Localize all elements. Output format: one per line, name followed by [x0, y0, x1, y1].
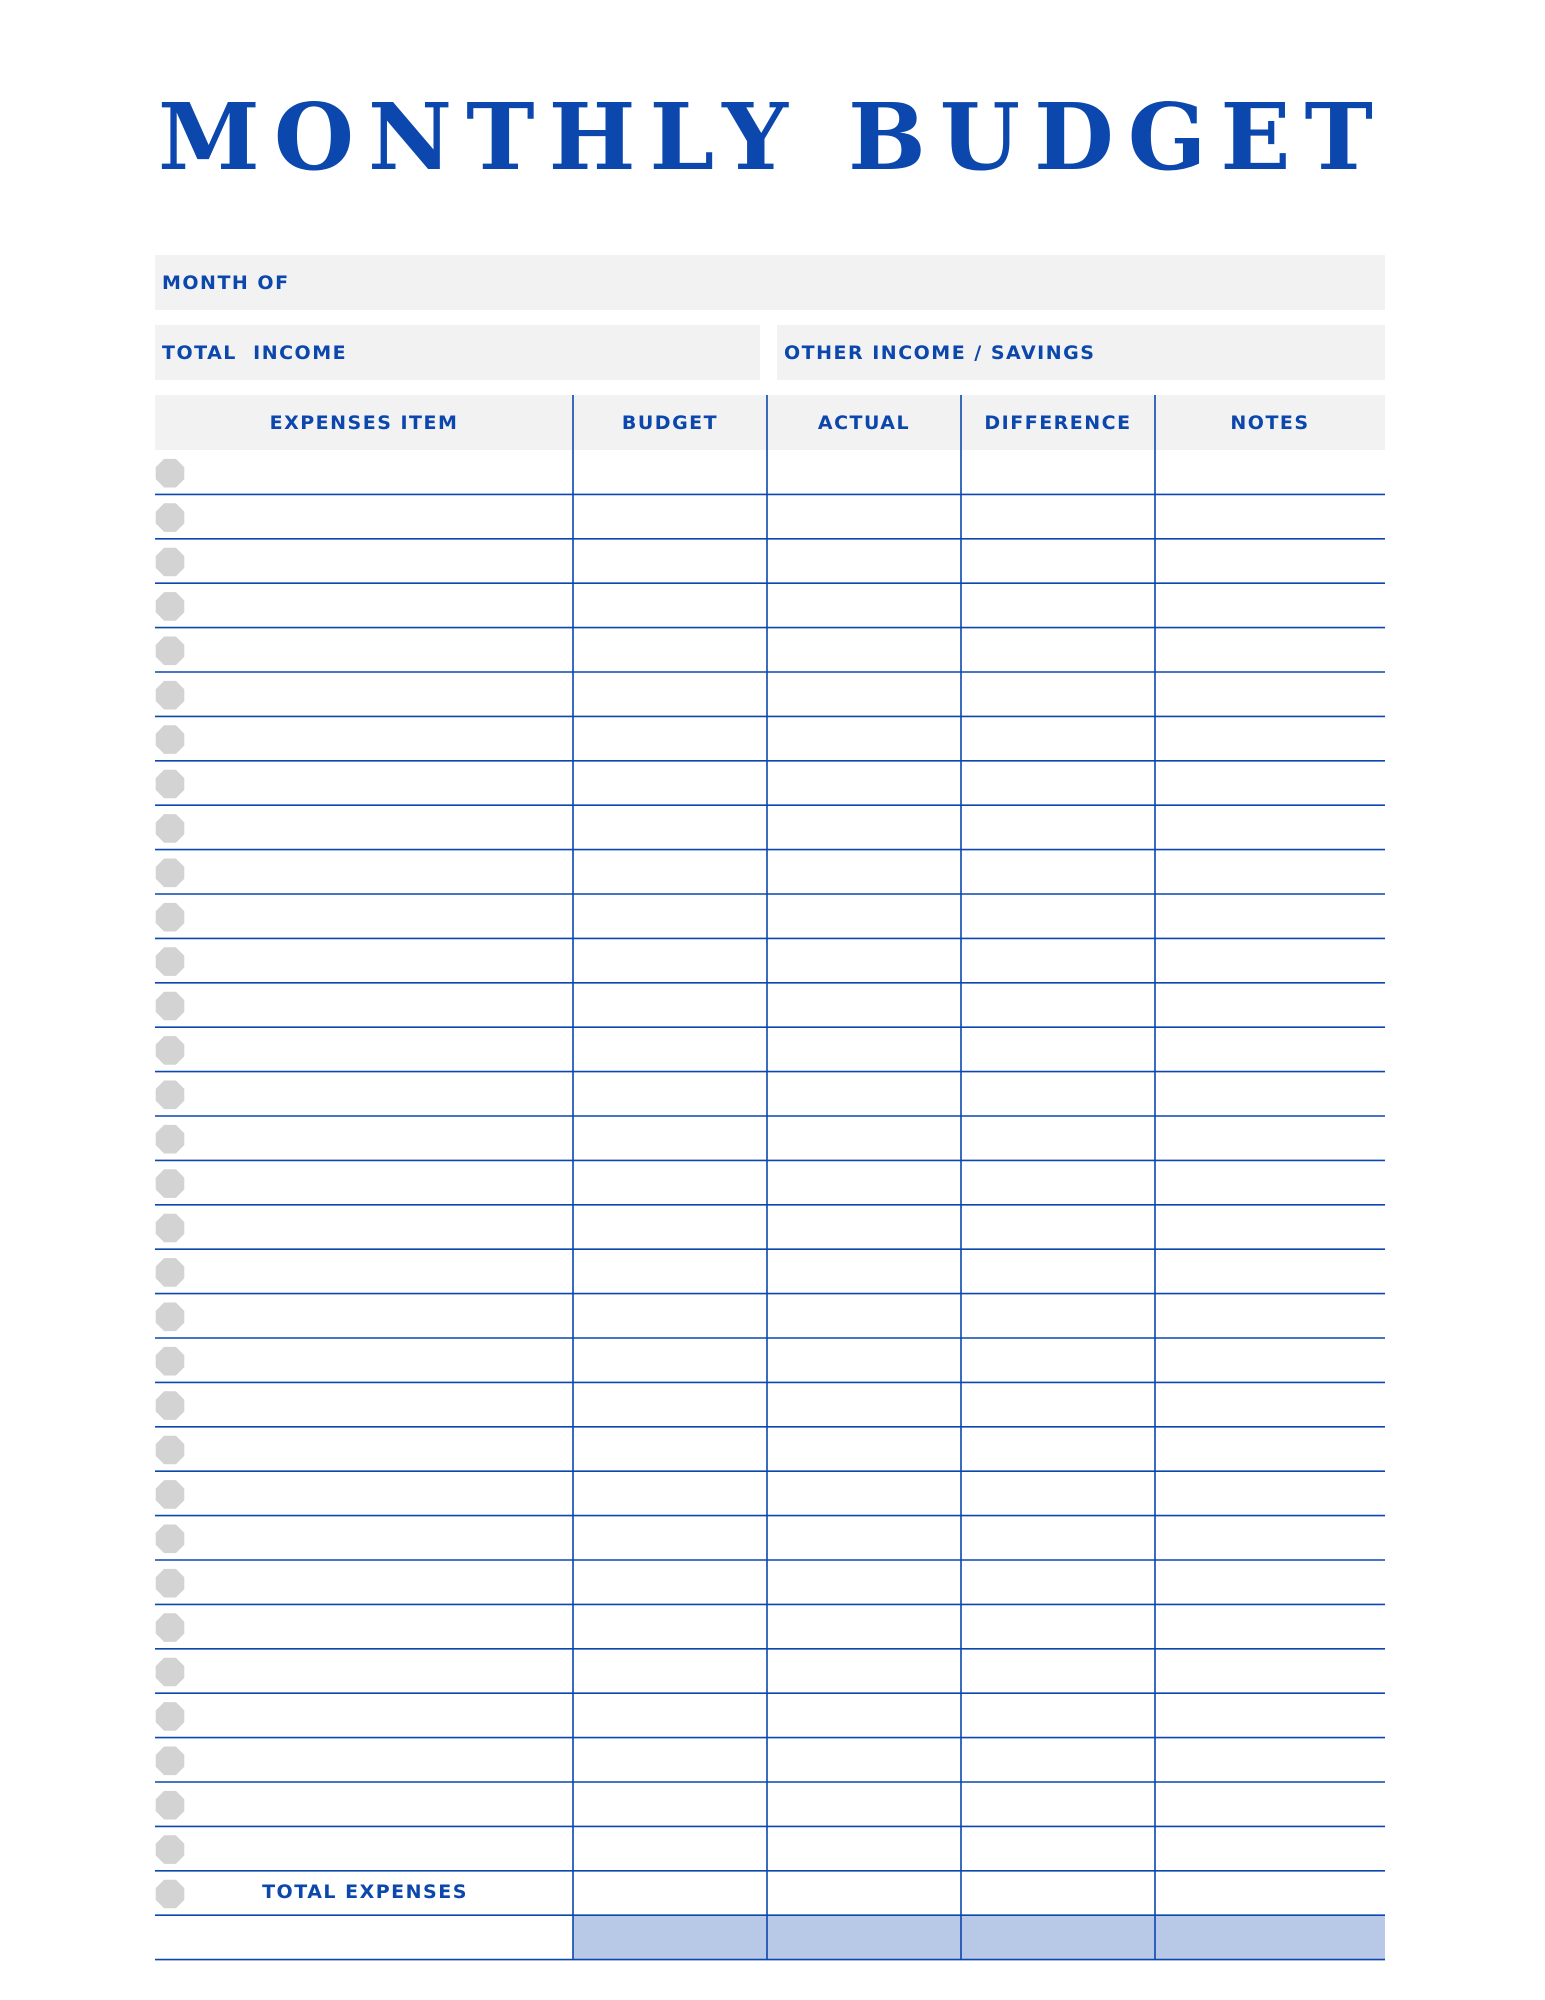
octagon-bullet-icon	[156, 1658, 185, 1687]
table-row[interactable]	[155, 983, 1385, 1027]
octagon-bullet-icon	[156, 1391, 185, 1420]
table-row[interactable]	[155, 1294, 1385, 1338]
table-row[interactable]	[155, 805, 1385, 849]
octagon-bullet-icon	[156, 548, 185, 577]
table-row[interactable]	[155, 1826, 1385, 1870]
table-row[interactable]	[155, 1027, 1385, 1071]
table-row[interactable]	[155, 672, 1385, 716]
table-row[interactable]	[155, 1072, 1385, 1116]
octagon-bullet-icon	[156, 947, 185, 976]
octagon-bullet-icon	[156, 1835, 185, 1864]
total-expenses-cell[interactable]	[961, 1915, 1155, 1959]
column-header-label: EXPENSES ITEM	[269, 411, 459, 434]
octagon-bullet-icon	[156, 681, 185, 710]
table-row[interactable]	[155, 1338, 1385, 1382]
table-row[interactable]	[155, 1560, 1385, 1604]
octagon-bullet-icon	[156, 1436, 185, 1465]
total-income-label: TOTAL INCOME	[162, 341, 348, 364]
octagon-bullet-icon	[156, 459, 185, 488]
other-income-savings-label: OTHER INCOME / SAVINGS	[784, 341, 1096, 364]
octagon-bullet-icon	[156, 859, 185, 888]
table-row[interactable]	[155, 1782, 1385, 1826]
octagon-bullet-icon	[156, 1125, 185, 1154]
octagon-bullet-icon	[156, 1303, 185, 1332]
octagon-bullet-icon	[156, 1569, 185, 1598]
octagon-bullet-icon	[156, 992, 185, 1021]
octagon-bullet-icon	[156, 1214, 185, 1243]
table-row[interactable]	[155, 1160, 1385, 1204]
table-row[interactable]	[155, 850, 1385, 894]
total-expenses-cell[interactable]	[1155, 1915, 1385, 1959]
table-row[interactable]	[155, 1649, 1385, 1693]
octagon-bullet-icon	[156, 1525, 185, 1554]
table-row[interactable]	[155, 1382, 1385, 1426]
table-row[interactable]	[155, 761, 1385, 805]
table-row[interactable]	[155, 1516, 1385, 1560]
table-row[interactable]	[155, 716, 1385, 760]
page-title: MONTHLY BUDGET	[158, 83, 1387, 191]
table-row[interactable]	[155, 1604, 1385, 1648]
column-header-label: NOTES	[1230, 411, 1310, 434]
table-row[interactable]	[155, 1471, 1385, 1515]
octagon-bullet-icon	[156, 1702, 185, 1731]
table-row[interactable]	[155, 938, 1385, 982]
octagon-bullet-icon	[156, 1480, 185, 1509]
octagon-bullet-icon	[156, 1747, 185, 1776]
table-row[interactable]	[155, 628, 1385, 672]
total-expenses-cell[interactable]	[767, 1915, 961, 1959]
table-row[interactable]	[155, 1738, 1385, 1782]
octagon-bullet-icon	[156, 1258, 185, 1287]
table-row[interactable]	[155, 1693, 1385, 1737]
octagon-bullet-icon	[156, 1613, 185, 1642]
total-expenses-label: TOTAL EXPENSES	[262, 1881, 468, 1903]
octagon-bullet-icon	[156, 1347, 185, 1376]
octagon-bullet-icon	[156, 637, 185, 666]
column-header-label: DIFFERENCE	[984, 411, 1132, 434]
total-expenses-label-cell	[155, 1870, 575, 1914]
octagon-bullet-icon	[156, 592, 185, 621]
month-of-label: MONTH OF	[162, 271, 290, 294]
table-row[interactable]	[155, 494, 1385, 538]
octagon-bullet-icon	[156, 1791, 185, 1820]
octagon-bullet-icon	[156, 903, 185, 932]
octagon-bullet-icon	[156, 503, 185, 532]
table-row[interactable]	[155, 450, 1385, 494]
table-row[interactable]	[155, 583, 1385, 627]
table-row[interactable]	[155, 539, 1385, 583]
table-row[interactable]	[155, 894, 1385, 938]
column-header-label: ACTUAL	[817, 411, 911, 434]
octagon-bullet-icon	[156, 814, 185, 843]
octagon-bullet-icon	[156, 770, 185, 799]
total-expenses-cell[interactable]	[573, 1915, 767, 1959]
table-row[interactable]	[155, 1205, 1385, 1249]
octagon-bullet-icon	[156, 1036, 185, 1065]
column-header-label: BUDGET	[621, 411, 719, 434]
table-row[interactable]	[155, 1427, 1385, 1471]
table-row[interactable]	[155, 1249, 1385, 1293]
octagon-bullet-icon	[156, 725, 185, 754]
table-row[interactable]	[155, 1116, 1385, 1160]
octagon-bullet-icon	[156, 1081, 185, 1110]
octagon-bullet-icon	[156, 1169, 185, 1198]
